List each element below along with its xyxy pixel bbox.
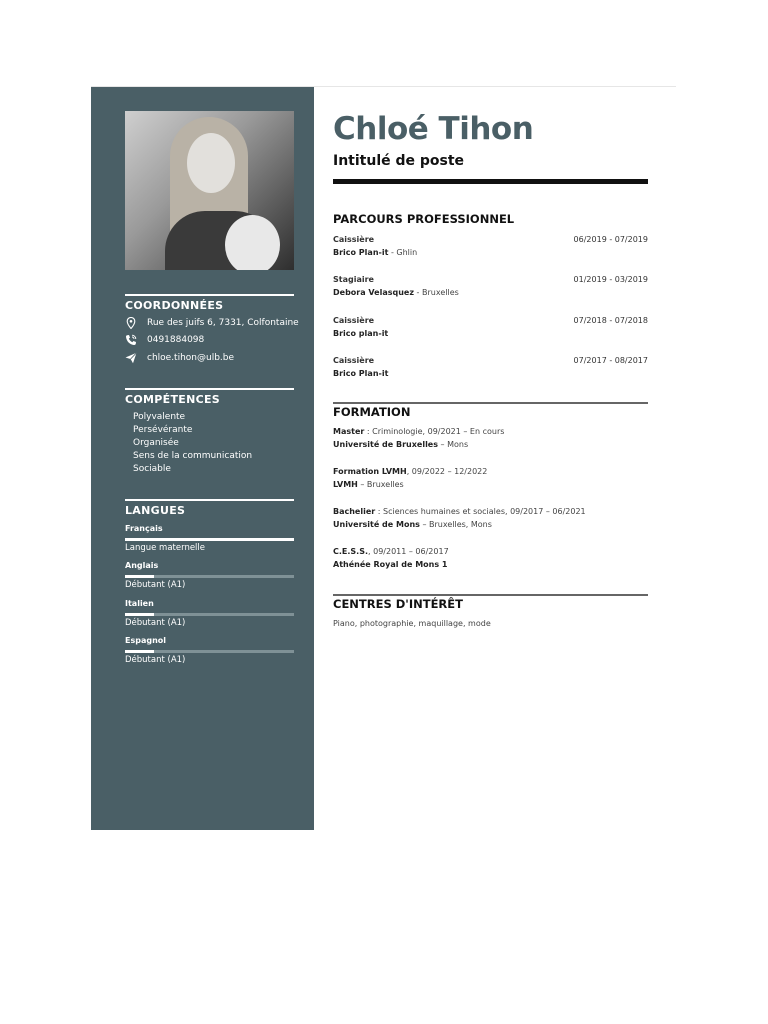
employer-location: - Ghlin <box>388 248 418 257</box>
education-school-line <box>333 560 447 569</box>
degree-detail: : Criminologie, 09/2021 – En cours <box>364 427 505 436</box>
language-level-fill <box>125 613 154 616</box>
experience-dates: 01/2019 - 03/2019 <box>573 275 648 284</box>
experience-title: Caissière <box>333 316 375 325</box>
education-divider <box>333 402 648 404</box>
email-text: chloe.tihon@ulb.be <box>147 353 235 363</box>
skill-item: Persévérante <box>133 425 193 435</box>
experience-title: Stagiaire <box>333 275 374 284</box>
send-icon <box>125 352 137 364</box>
language-level-bar <box>125 650 294 653</box>
experience-employer-line <box>333 369 388 378</box>
experience-dates: 07/2018 - 07/2018 <box>573 316 648 325</box>
phone-text: 0491884098 <box>147 335 205 345</box>
interests-heading: CENTRES D'INTÉRÊT <box>333 597 463 611</box>
contact-phone <box>125 334 305 348</box>
language-level: Langue maternelle <box>125 543 206 553</box>
language-level: Débutant (A1) <box>125 580 186 590</box>
profile-photo <box>125 111 294 270</box>
degree-name: Bachelier <box>333 507 376 516</box>
language-level-bar <box>125 538 294 541</box>
school-name: Université de Mons <box>333 520 420 529</box>
experience-employer-line <box>333 248 417 257</box>
language-name: Français <box>125 524 163 533</box>
title-divider <box>333 179 648 184</box>
education-heading: FORMATION <box>333 405 411 419</box>
phone-icon <box>125 334 137 346</box>
language-level-bar <box>125 575 294 578</box>
experience-employer-line <box>333 288 459 297</box>
education-school-line <box>333 440 468 449</box>
language-level-fill <box>125 538 294 541</box>
degree-name: C.E.S.S. <box>333 547 369 556</box>
school-name: Université de Bruxelles <box>333 440 438 449</box>
skill-item: Sens de la communication <box>133 451 253 461</box>
interests-text: Piano, photographie, maquillage, mode <box>333 619 491 628</box>
contact-email <box>125 352 305 366</box>
experience-dates: 07/2017 - 08/2017 <box>573 356 648 365</box>
employer-name: Brico Plan-it <box>333 248 389 257</box>
skill-item: Organisée <box>133 438 179 448</box>
language-level: Débutant (A1) <box>125 618 186 628</box>
language-level-fill <box>125 575 154 578</box>
education-degree-line <box>333 467 487 476</box>
experience-title: Caissière <box>333 235 375 244</box>
school-name: LVMH <box>333 480 358 489</box>
skills-heading: COMPÉTENCES <box>125 388 294 406</box>
degree-name: Master <box>333 427 365 436</box>
education-school-line <box>333 480 404 489</box>
language-name: Espagnol <box>125 636 167 645</box>
contact-heading: COORDONNÉES <box>125 294 294 312</box>
employer-name: Brico plan-it <box>333 329 389 338</box>
languages-heading: LANGUES <box>125 499 294 517</box>
employer-name: Debora Velasquez <box>333 288 415 297</box>
employer-location: - Bruxelles <box>414 288 459 297</box>
language-level-fill <box>125 650 154 653</box>
language-level: Débutant (A1) <box>125 655 186 665</box>
degree-detail: : Sciences humaines et sociales, 09/2017 – 06/2021 <box>375 507 586 516</box>
skill-item: Polyvalente <box>133 412 186 422</box>
education-degree-line <box>333 547 449 556</box>
education-school-line <box>333 520 492 529</box>
education-degree-line <box>333 427 504 436</box>
experience-dates: 06/2019 - 07/2019 <box>573 235 648 244</box>
degree-name: Formation LVMH <box>333 467 407 476</box>
school-location: – Bruxelles, Mons <box>419 520 492 529</box>
sidebar <box>91 87 314 830</box>
language-level-bar <box>125 613 294 616</box>
interests-divider <box>333 594 648 596</box>
address-text: Rue des juifs 6, 7331, Colfontaine <box>147 318 299 328</box>
experience-heading: PARCOURS PROFESSIONNEL <box>333 212 515 226</box>
language-name: Anglais <box>125 561 159 570</box>
employer-name: Brico Plan-it <box>333 369 389 378</box>
resume-page <box>91 86 676 830</box>
language-name: Italien <box>125 599 154 608</box>
degree-detail: , 09/2011 – 06/2017 <box>368 547 449 556</box>
school-name: Athénée Royal de Mons 1 <box>333 560 448 569</box>
job-title: Intitulé de poste <box>333 153 465 169</box>
degree-detail: , 09/2022 – 12/2022 <box>406 467 488 476</box>
school-location: – Mons <box>438 440 469 449</box>
skill-item: Sociable <box>133 464 171 474</box>
experience-title: Caissière <box>333 356 375 365</box>
experience-employer-line <box>333 329 388 338</box>
contact-address <box>125 317 305 331</box>
education-degree-line <box>333 507 586 516</box>
candidate-name: Chloé Tihon <box>333 111 534 147</box>
school-location: – Bruxelles <box>357 480 404 489</box>
location-pin-icon <box>125 317 137 329</box>
